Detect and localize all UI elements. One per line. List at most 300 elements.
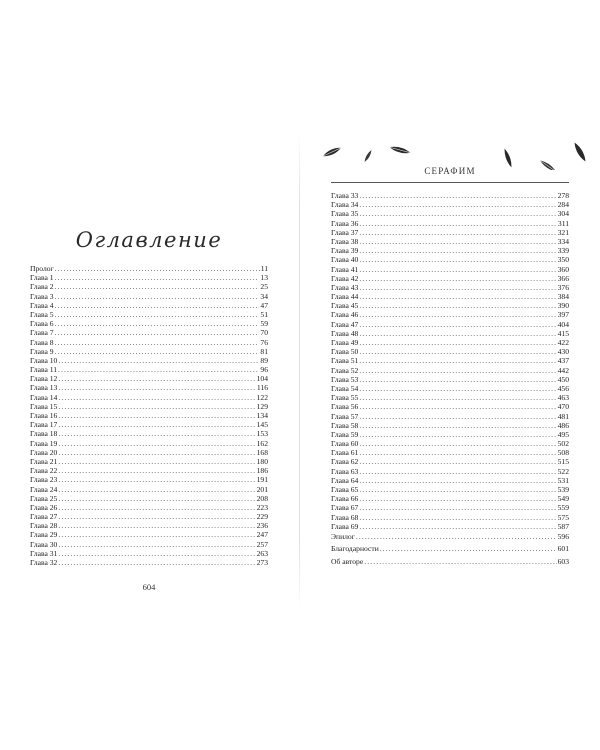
dot-leader <box>359 237 556 246</box>
toc-entry <box>30 503 268 512</box>
toc-entry <box>331 274 569 283</box>
dot-leader <box>359 522 556 531</box>
toc-entry-page: 13 <box>260 273 268 283</box>
toc-entry <box>331 430 569 439</box>
dot-leader <box>359 228 556 237</box>
toc-entry-page: 247 <box>256 530 268 540</box>
toc-entry-title: Глава 65 <box>331 485 359 494</box>
toc-entry <box>331 292 569 301</box>
toc-entry <box>331 200 569 209</box>
toc-entry-page: 339 <box>557 246 569 256</box>
toc-entry <box>30 310 268 319</box>
toc-entry-page: 531 <box>557 475 569 485</box>
toc-list-right <box>331 191 569 568</box>
toc-entry <box>30 457 268 466</box>
toc-entry-title: Глава 26 <box>30 502 58 512</box>
toc-entry-title: Глава 18 <box>30 429 58 439</box>
toc-entry-page: 236 <box>256 521 268 531</box>
toc-entry <box>30 485 268 494</box>
toc-entry-page: 122 <box>256 392 268 402</box>
toc-entry <box>30 448 268 457</box>
toc-entry-page: 70 <box>260 328 268 338</box>
dot-leader <box>58 374 255 383</box>
toc-entry <box>30 558 268 567</box>
toc-entry-title: Глава 43 <box>331 282 359 292</box>
toc-entry-title: Глава 41 <box>331 264 359 274</box>
dot-leader <box>58 530 255 539</box>
toc-entry-title: Глава 20 <box>30 447 58 457</box>
dot-leader <box>359 384 556 393</box>
toc-entry <box>30 475 268 484</box>
toc-entry-title: Глава 4 <box>30 300 54 310</box>
toc-entry-title: Глава 8 <box>30 337 54 347</box>
toc-entry-page: 168 <box>256 447 268 457</box>
page-title: Оглавление <box>75 228 223 252</box>
toc-entry-page: 153 <box>256 429 268 439</box>
toc-entry-title: Глава 35 <box>331 209 359 219</box>
toc-entry-title: Глава 47 <box>331 319 359 329</box>
toc-entry-title: Глава 40 <box>331 255 359 265</box>
toc-entry-title: Глава 9 <box>30 346 54 356</box>
toc-entry-title: Глава 69 <box>331 521 359 531</box>
dot-leader <box>359 265 556 274</box>
toc-entry <box>331 375 569 384</box>
toc-entry <box>331 191 569 200</box>
dot-leader <box>58 365 259 374</box>
toc-entry-page: 321 <box>557 227 569 237</box>
toc-entry-page: 201 <box>256 484 268 494</box>
dot-leader <box>58 448 255 457</box>
toc-entry-page: 162 <box>256 438 268 448</box>
page-number: 604 <box>142 582 156 592</box>
toc-entry-title: Глава 5 <box>30 309 54 319</box>
dot-leader <box>55 347 260 356</box>
toc-entry-page: 515 <box>557 457 569 467</box>
toc-entry-page: 481 <box>557 411 569 421</box>
toc-entry <box>30 521 268 530</box>
dot-leader <box>359 467 556 476</box>
toc-entry-page: 186 <box>256 466 268 476</box>
toc-entry-page: 508 <box>557 448 569 458</box>
toc-entry-title: Благодарности <box>331 544 379 554</box>
toc-entry-page: 263 <box>256 548 268 558</box>
dot-leader <box>359 402 556 411</box>
toc-entry-page: 334 <box>557 236 569 246</box>
dot-leader <box>359 338 556 347</box>
toc-entry-title: Глава 49 <box>331 338 359 347</box>
feather-icon <box>388 144 412 155</box>
toc-entry <box>30 383 268 392</box>
dot-leader <box>359 421 556 430</box>
toc-entry <box>331 467 569 476</box>
toc-entry-title: Глава 52 <box>331 365 359 375</box>
feather-icon <box>572 141 587 163</box>
toc-entry-title: Глава 46 <box>331 310 359 320</box>
toc-entry <box>331 476 569 485</box>
toc-entry-title: Глава 67 <box>331 503 359 513</box>
toc-entry <box>331 439 569 448</box>
toc-entry <box>331 237 569 246</box>
toc-entry-title: Глава 33 <box>331 191 359 200</box>
toc-entry-title: Глава 56 <box>331 402 359 412</box>
dot-leader <box>359 485 556 494</box>
dot-leader <box>359 430 556 439</box>
dot-leader <box>359 347 556 356</box>
toc-entry-page: 437 <box>557 356 569 366</box>
toc-entry <box>30 347 268 356</box>
dot-leader <box>58 439 255 448</box>
dot-leader <box>58 521 255 530</box>
dot-leader <box>58 402 255 411</box>
toc-entry-page: 34 <box>260 291 268 301</box>
toc-entry-title: Глава 37 <box>331 227 359 237</box>
toc-entry-page: 104 <box>256 374 268 384</box>
toc-entry <box>331 246 569 255</box>
dot-leader <box>359 310 556 319</box>
toc-entry-title: Глава 60 <box>331 439 359 449</box>
toc-entry <box>30 402 268 411</box>
toc-entry-title: Глава 24 <box>30 484 58 494</box>
toc-entry-page: 575 <box>557 512 569 522</box>
dot-leader <box>58 558 255 567</box>
toc-entry-page: 96 <box>260 365 268 375</box>
dot-leader <box>55 301 260 310</box>
toc-entry <box>331 485 569 494</box>
toc-entry-title: Пролог <box>30 264 54 273</box>
toc-entry <box>30 466 268 475</box>
toc-entry <box>30 264 268 273</box>
toc-entry <box>331 393 569 402</box>
toc-entry-title: Глава 28 <box>30 521 58 531</box>
toc-entry <box>331 402 569 411</box>
toc-entry-title: Глава 15 <box>30 401 58 411</box>
toc-entry <box>331 255 569 264</box>
toc-entry-title: Глава 36 <box>331 218 359 228</box>
toc-entry-title: Глава 32 <box>30 558 58 567</box>
dot-leader <box>359 439 556 448</box>
toc-entry-page: 442 <box>557 365 569 375</box>
dot-leader <box>58 429 255 438</box>
dot-leader <box>359 375 556 384</box>
toc-entry <box>331 448 569 457</box>
dot-leader <box>58 494 255 503</box>
toc-entry-title: Глава 68 <box>331 512 359 522</box>
toc-entry <box>331 219 569 228</box>
toc-entry-page: 273 <box>256 558 268 567</box>
toc-entry-title: Глава 62 <box>331 457 359 467</box>
toc-entry-page: 587 <box>557 521 569 531</box>
toc-entry-page: 522 <box>557 466 569 476</box>
toc-entry-title: Глава 12 <box>30 374 58 384</box>
dot-leader <box>359 503 556 512</box>
toc-entry-title: Глава 64 <box>331 475 359 485</box>
dot-leader <box>359 301 556 310</box>
dot-leader <box>58 356 259 365</box>
toc-entry-title: Глава 10 <box>30 355 58 365</box>
toc-list-left <box>30 264 268 567</box>
toc-entry-title: Глава 7 <box>30 328 54 338</box>
toc-entry-title: Глава 23 <box>30 475 58 485</box>
toc-entry-page: 603 <box>557 556 569 566</box>
toc-entry-page: 422 <box>557 338 569 347</box>
toc-entry-title: Глава 61 <box>331 448 359 458</box>
toc-entry-page: 350 <box>557 255 569 265</box>
toc-entry <box>331 531 569 544</box>
toc-entry-page: 25 <box>260 282 268 292</box>
toc-entry <box>331 347 569 356</box>
toc-entry-title: Эпилог <box>331 531 355 541</box>
toc-entry <box>30 356 268 365</box>
dot-leader <box>359 283 556 292</box>
toc-entry-page: 463 <box>557 393 569 403</box>
toc-entry <box>30 374 268 383</box>
dot-leader <box>359 329 556 338</box>
dot-leader <box>58 485 255 494</box>
dot-leader <box>359 412 556 421</box>
toc-entry-title: Глава 63 <box>331 466 359 476</box>
dot-leader <box>359 255 556 264</box>
toc-entry-title: Глава 25 <box>30 493 58 503</box>
toc-entry-title: Глава 3 <box>30 291 54 301</box>
dot-leader <box>359 320 556 329</box>
toc-entry-page: 59 <box>260 319 268 329</box>
toc-entry <box>30 319 268 328</box>
toc-entry <box>30 411 268 420</box>
toc-entry-title: Глава 29 <box>30 530 58 540</box>
toc-entry-title: Глава 34 <box>331 200 359 210</box>
dot-leader <box>55 273 260 282</box>
toc-entry-title: Глава 42 <box>331 273 359 283</box>
dot-leader <box>359 274 556 283</box>
toc-entry-page: 134 <box>256 411 268 420</box>
feather-decoration <box>310 130 600 170</box>
toc-entry-title: Глава 48 <box>331 328 359 338</box>
toc-entry-page: 470 <box>557 402 569 412</box>
dot-leader <box>359 356 556 365</box>
dot-leader <box>359 457 556 466</box>
dot-leader <box>55 282 260 291</box>
toc-entry <box>331 356 569 365</box>
toc-entry <box>30 282 268 291</box>
toc-entry-title: Глава 58 <box>331 420 359 430</box>
toc-entry-page: 366 <box>557 273 569 283</box>
dot-leader <box>359 200 556 209</box>
toc-entry <box>331 301 569 310</box>
toc-entry-title: Глава 6 <box>30 319 54 329</box>
toc-entry <box>30 273 268 282</box>
toc-entry <box>30 530 268 539</box>
dot-leader <box>359 219 557 228</box>
toc-entry <box>331 228 569 237</box>
toc-entry-page: 549 <box>557 494 569 504</box>
toc-entry <box>331 494 569 503</box>
toc-entry-page: 404 <box>557 319 569 329</box>
toc-entry-title: Глава 57 <box>331 411 359 421</box>
dot-leader <box>359 513 556 522</box>
dot-leader <box>380 543 557 556</box>
dot-leader <box>359 494 556 503</box>
toc-entry-title: Глава 16 <box>30 411 58 420</box>
toc-entry-title: Глава 38 <box>331 236 359 246</box>
toc-entry-title: Глава 54 <box>331 383 359 393</box>
toc-entry <box>331 209 569 218</box>
toc-entry-title: Глава 31 <box>30 548 58 558</box>
toc-entry-page: 450 <box>557 374 569 384</box>
dot-leader <box>359 191 556 200</box>
toc-entry-page: 384 <box>557 292 569 302</box>
header-rule <box>331 182 569 183</box>
dot-leader <box>58 420 255 429</box>
feather-icon <box>363 149 373 163</box>
dot-leader <box>356 531 557 544</box>
feather-icon <box>320 146 342 160</box>
toc-entry-page: 486 <box>557 420 569 430</box>
toc-entry <box>30 420 268 429</box>
toc-entry-title: Глава 11 <box>30 365 58 375</box>
dot-leader <box>58 457 255 466</box>
toc-entry <box>30 429 268 438</box>
toc-entry-title: Глава 30 <box>30 539 58 549</box>
toc-entry-title: Об авторе <box>331 556 364 566</box>
toc-entry-page: 376 <box>557 282 569 292</box>
toc-entry-title: Глава 53 <box>331 374 359 384</box>
toc-entry-page: 304 <box>557 209 569 219</box>
toc-entry <box>331 320 569 329</box>
toc-entry <box>30 393 268 402</box>
toc-entry <box>331 556 569 569</box>
toc-entry-page: 191 <box>256 475 268 485</box>
toc-entry-page: 360 <box>557 264 569 274</box>
toc-entry <box>331 366 569 375</box>
toc-entry-page: 81 <box>260 346 268 356</box>
dot-leader <box>55 319 260 328</box>
toc-entry-page: 601 <box>557 544 569 554</box>
toc-entry-title: Глава 2 <box>30 282 54 292</box>
toc-entry <box>30 338 268 347</box>
toc-entry-page: 223 <box>256 502 268 512</box>
toc-entry <box>30 494 268 503</box>
dot-leader <box>359 366 556 375</box>
dot-leader <box>58 393 255 402</box>
toc-entry <box>331 412 569 421</box>
toc-entry <box>331 503 569 512</box>
toc-entry-page: 390 <box>557 301 569 311</box>
dot-leader <box>58 411 255 420</box>
dot-leader <box>364 556 556 569</box>
toc-entry-page: 502 <box>557 439 569 449</box>
toc-entry-page: 278 <box>557 191 569 200</box>
dot-leader <box>55 264 260 273</box>
toc-entry <box>30 365 268 374</box>
toc-entry <box>331 338 569 347</box>
toc-entry-page: 89 <box>260 355 268 365</box>
toc-entry-title: Глава 13 <box>30 383 58 393</box>
dot-leader <box>359 246 556 255</box>
toc-entry-page: 208 <box>256 493 268 503</box>
dot-leader <box>55 328 260 337</box>
toc-entry-page: 456 <box>557 383 569 393</box>
toc-entry-page: 51 <box>260 309 268 319</box>
toc-entry-page: 397 <box>557 310 569 320</box>
toc-entry <box>331 421 569 430</box>
toc-entry-page: 145 <box>256 420 268 430</box>
dot-leader <box>58 503 255 512</box>
dot-leader <box>55 338 260 347</box>
toc-entry <box>30 301 268 310</box>
toc-entry-title: Глава 17 <box>30 420 58 430</box>
toc-entry-title: Глава 22 <box>30 466 58 476</box>
toc-entry <box>30 292 268 301</box>
toc-entry <box>331 543 569 556</box>
toc-entry-page: 430 <box>557 347 569 357</box>
dot-leader <box>58 512 255 521</box>
toc-entry-page: 116 <box>256 383 268 393</box>
toc-entry <box>331 513 569 522</box>
toc-entry-page: 559 <box>557 503 569 513</box>
toc-entry-page: 180 <box>256 456 268 466</box>
toc-entry-page: 129 <box>256 401 268 411</box>
toc-entry <box>30 512 268 521</box>
dot-leader <box>359 393 556 402</box>
toc-entry-page: 257 <box>256 539 268 549</box>
toc-entry-title: Глава 45 <box>331 301 359 311</box>
toc-entry-title: Глава 1 <box>30 273 54 283</box>
toc-entry-title: Глава 44 <box>331 292 359 302</box>
toc-entry-title: Глава 66 <box>331 494 359 504</box>
toc-entry-page: 76 <box>260 337 268 347</box>
toc-entry <box>30 328 268 337</box>
dot-leader <box>58 466 255 475</box>
dot-leader <box>359 209 556 218</box>
toc-entry-title: Глава 39 <box>331 246 359 256</box>
dot-leader <box>55 310 260 319</box>
dot-leader <box>58 549 255 558</box>
dot-leader <box>359 448 556 457</box>
dot-leader <box>359 292 556 301</box>
toc-entry <box>331 310 569 319</box>
toc-entry-page: 596 <box>557 531 569 541</box>
toc-entry-page: 229 <box>256 512 268 522</box>
toc-entry <box>331 265 569 274</box>
toc-entry <box>331 457 569 466</box>
running-head: СЕРАФИМ <box>424 166 476 176</box>
toc-entry-title: Глава 55 <box>331 393 359 403</box>
toc-entry-page: 47 <box>260 300 268 310</box>
toc-entry <box>30 549 268 558</box>
toc-entry <box>331 283 569 292</box>
toc-entry-page: 539 <box>557 485 569 494</box>
book-gutter <box>299 132 300 612</box>
toc-entry <box>331 384 569 393</box>
toc-entry <box>331 329 569 338</box>
dot-leader <box>58 475 255 484</box>
toc-entry <box>331 522 569 531</box>
toc-entry-page: 11 <box>260 264 268 273</box>
toc-entry-title: Глава 27 <box>30 512 58 522</box>
toc-entry <box>30 540 268 549</box>
toc-entry-title: Глава 59 <box>331 429 359 439</box>
toc-entry-title: Глава 50 <box>331 347 359 357</box>
toc-entry-page: 495 <box>557 429 569 439</box>
toc-entry-title: Глава 19 <box>30 438 58 448</box>
toc-entry-title: Глава 14 <box>30 392 58 402</box>
dot-leader <box>58 383 256 392</box>
toc-entry-title: Глава 21 <box>30 456 58 466</box>
dot-leader <box>359 476 556 485</box>
toc-entry <box>30 439 268 448</box>
toc-entry-page: 311 <box>557 218 569 228</box>
toc-entry-page: 284 <box>557 200 569 210</box>
